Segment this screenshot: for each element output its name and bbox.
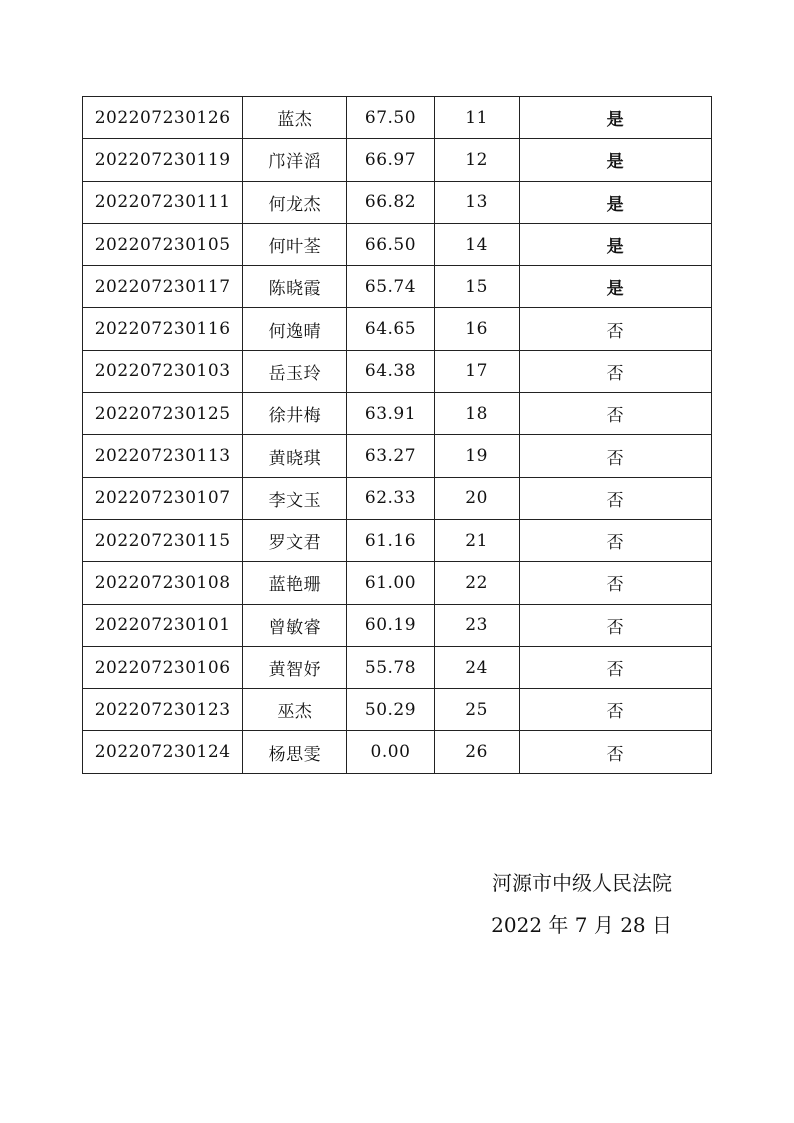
rank-cell: 15 xyxy=(434,266,519,308)
candidate-name-cell: 黄晓琪 xyxy=(243,435,347,477)
table-row xyxy=(83,646,712,688)
candidate-id-cell: 202207230105 xyxy=(83,223,243,265)
table-row xyxy=(83,181,712,223)
advance-flag-cell: 否 xyxy=(519,562,711,604)
table-row xyxy=(83,97,712,139)
advance-flag-cell: 否 xyxy=(519,308,711,350)
results-table xyxy=(82,96,712,774)
rank-cell: 25 xyxy=(434,689,519,731)
candidate-id-cell: 202207230119 xyxy=(83,139,243,181)
advance-flag-cell: 否 xyxy=(519,731,711,773)
rank-cell: 23 xyxy=(434,604,519,646)
candidate-name-cell: 李文玉 xyxy=(243,477,347,519)
advance-flag-cell: 否 xyxy=(519,350,711,392)
score-cell: 66.82 xyxy=(347,181,434,223)
candidate-name-cell: 蓝艳珊 xyxy=(243,562,347,604)
candidate-id-cell: 202207230124 xyxy=(83,731,243,773)
score-cell: 61.00 xyxy=(347,562,434,604)
candidate-id-cell: 202207230111 xyxy=(83,181,243,223)
advance-flag-cell: 否 xyxy=(519,477,711,519)
candidate-name-cell: 蓝杰 xyxy=(243,97,347,139)
rank-cell: 17 xyxy=(434,350,519,392)
score-cell: 61.16 xyxy=(347,519,434,561)
candidate-name-cell: 陈晓霞 xyxy=(243,266,347,308)
advance-flag-cell: 是 xyxy=(519,181,711,223)
score-cell: 50.29 xyxy=(347,689,434,731)
rank-cell: 13 xyxy=(434,181,519,223)
rank-cell: 20 xyxy=(434,477,519,519)
advance-flag-cell: 否 xyxy=(519,689,711,731)
table-row xyxy=(83,435,712,477)
score-cell: 64.38 xyxy=(347,350,434,392)
table-row xyxy=(83,519,712,561)
candidate-name-cell: 何逸晴 xyxy=(243,308,347,350)
candidate-name-cell: 黄智妤 xyxy=(243,646,347,688)
candidate-id-cell: 202207230125 xyxy=(83,393,243,435)
table-row xyxy=(83,562,712,604)
advance-flag-cell: 否 xyxy=(519,646,711,688)
rank-cell: 14 xyxy=(434,223,519,265)
table-row xyxy=(83,393,712,435)
signature-block xyxy=(491,862,672,946)
table-row xyxy=(83,604,712,646)
table-row xyxy=(83,350,712,392)
issuing-organization: 河源市中级人民法院 xyxy=(492,871,672,895)
candidate-name-cell: 巫杰 xyxy=(243,689,347,731)
candidate-name-cell: 徐井梅 xyxy=(243,393,347,435)
rank-cell: 26 xyxy=(434,731,519,773)
table-row xyxy=(83,223,712,265)
candidate-id-cell: 202207230106 xyxy=(83,646,243,688)
candidate-name-cell: 曾敏睿 xyxy=(243,604,347,646)
advance-flag-cell: 是 xyxy=(519,97,711,139)
table-row xyxy=(83,308,712,350)
table-row xyxy=(83,477,712,519)
score-cell: 55.78 xyxy=(347,646,434,688)
rank-cell: 24 xyxy=(434,646,519,688)
table-row xyxy=(83,139,712,181)
candidate-id-cell: 202207230103 xyxy=(83,350,243,392)
candidate-id-cell: 202207230101 xyxy=(83,604,243,646)
advance-flag-cell: 否 xyxy=(519,435,711,477)
score-cell: 63.91 xyxy=(347,393,434,435)
score-cell: 66.97 xyxy=(347,139,434,181)
results-table-body xyxy=(83,97,712,774)
issue-date: 2022 年 7 月 28 日 xyxy=(491,913,672,937)
score-cell: 60.19 xyxy=(347,604,434,646)
rank-cell: 12 xyxy=(434,139,519,181)
table-row xyxy=(83,266,712,308)
rank-cell: 11 xyxy=(434,97,519,139)
table-row xyxy=(83,731,712,773)
candidate-name-cell: 邝洋滔 xyxy=(243,139,347,181)
score-cell: 67.50 xyxy=(347,97,434,139)
score-cell: 62.33 xyxy=(347,477,434,519)
rank-cell: 22 xyxy=(434,562,519,604)
score-cell: 65.74 xyxy=(347,266,434,308)
advance-flag-cell: 是 xyxy=(519,139,711,181)
score-cell: 63.27 xyxy=(347,435,434,477)
advance-flag-cell: 否 xyxy=(519,393,711,435)
rank-cell: 19 xyxy=(434,435,519,477)
advance-flag-cell: 否 xyxy=(519,604,711,646)
candidate-name-cell: 罗文君 xyxy=(243,519,347,561)
score-cell: 64.65 xyxy=(347,308,434,350)
rank-cell: 18 xyxy=(434,393,519,435)
candidate-id-cell: 202207230115 xyxy=(83,519,243,561)
candidate-id-cell: 202207230116 xyxy=(83,308,243,350)
candidate-id-cell: 202207230117 xyxy=(83,266,243,308)
candidate-name-cell: 何叶荃 xyxy=(243,223,347,265)
candidate-id-cell: 202207230108 xyxy=(83,562,243,604)
advance-flag-cell: 否 xyxy=(519,519,711,561)
score-cell: 0.00 xyxy=(347,731,434,773)
candidate-id-cell: 202207230107 xyxy=(83,477,243,519)
table-row xyxy=(83,689,712,731)
candidate-name-cell: 何龙杰 xyxy=(243,181,347,223)
candidate-id-cell: 202207230113 xyxy=(83,435,243,477)
candidate-name-cell: 杨思雯 xyxy=(243,731,347,773)
score-cell: 66.50 xyxy=(347,223,434,265)
rank-cell: 21 xyxy=(434,519,519,561)
candidate-id-cell: 202207230126 xyxy=(83,97,243,139)
rank-cell: 16 xyxy=(434,308,519,350)
advance-flag-cell: 是 xyxy=(519,223,711,265)
candidate-id-cell: 202207230123 xyxy=(83,689,243,731)
advance-flag-cell: 是 xyxy=(519,266,711,308)
candidate-name-cell: 岳玉玲 xyxy=(243,350,347,392)
